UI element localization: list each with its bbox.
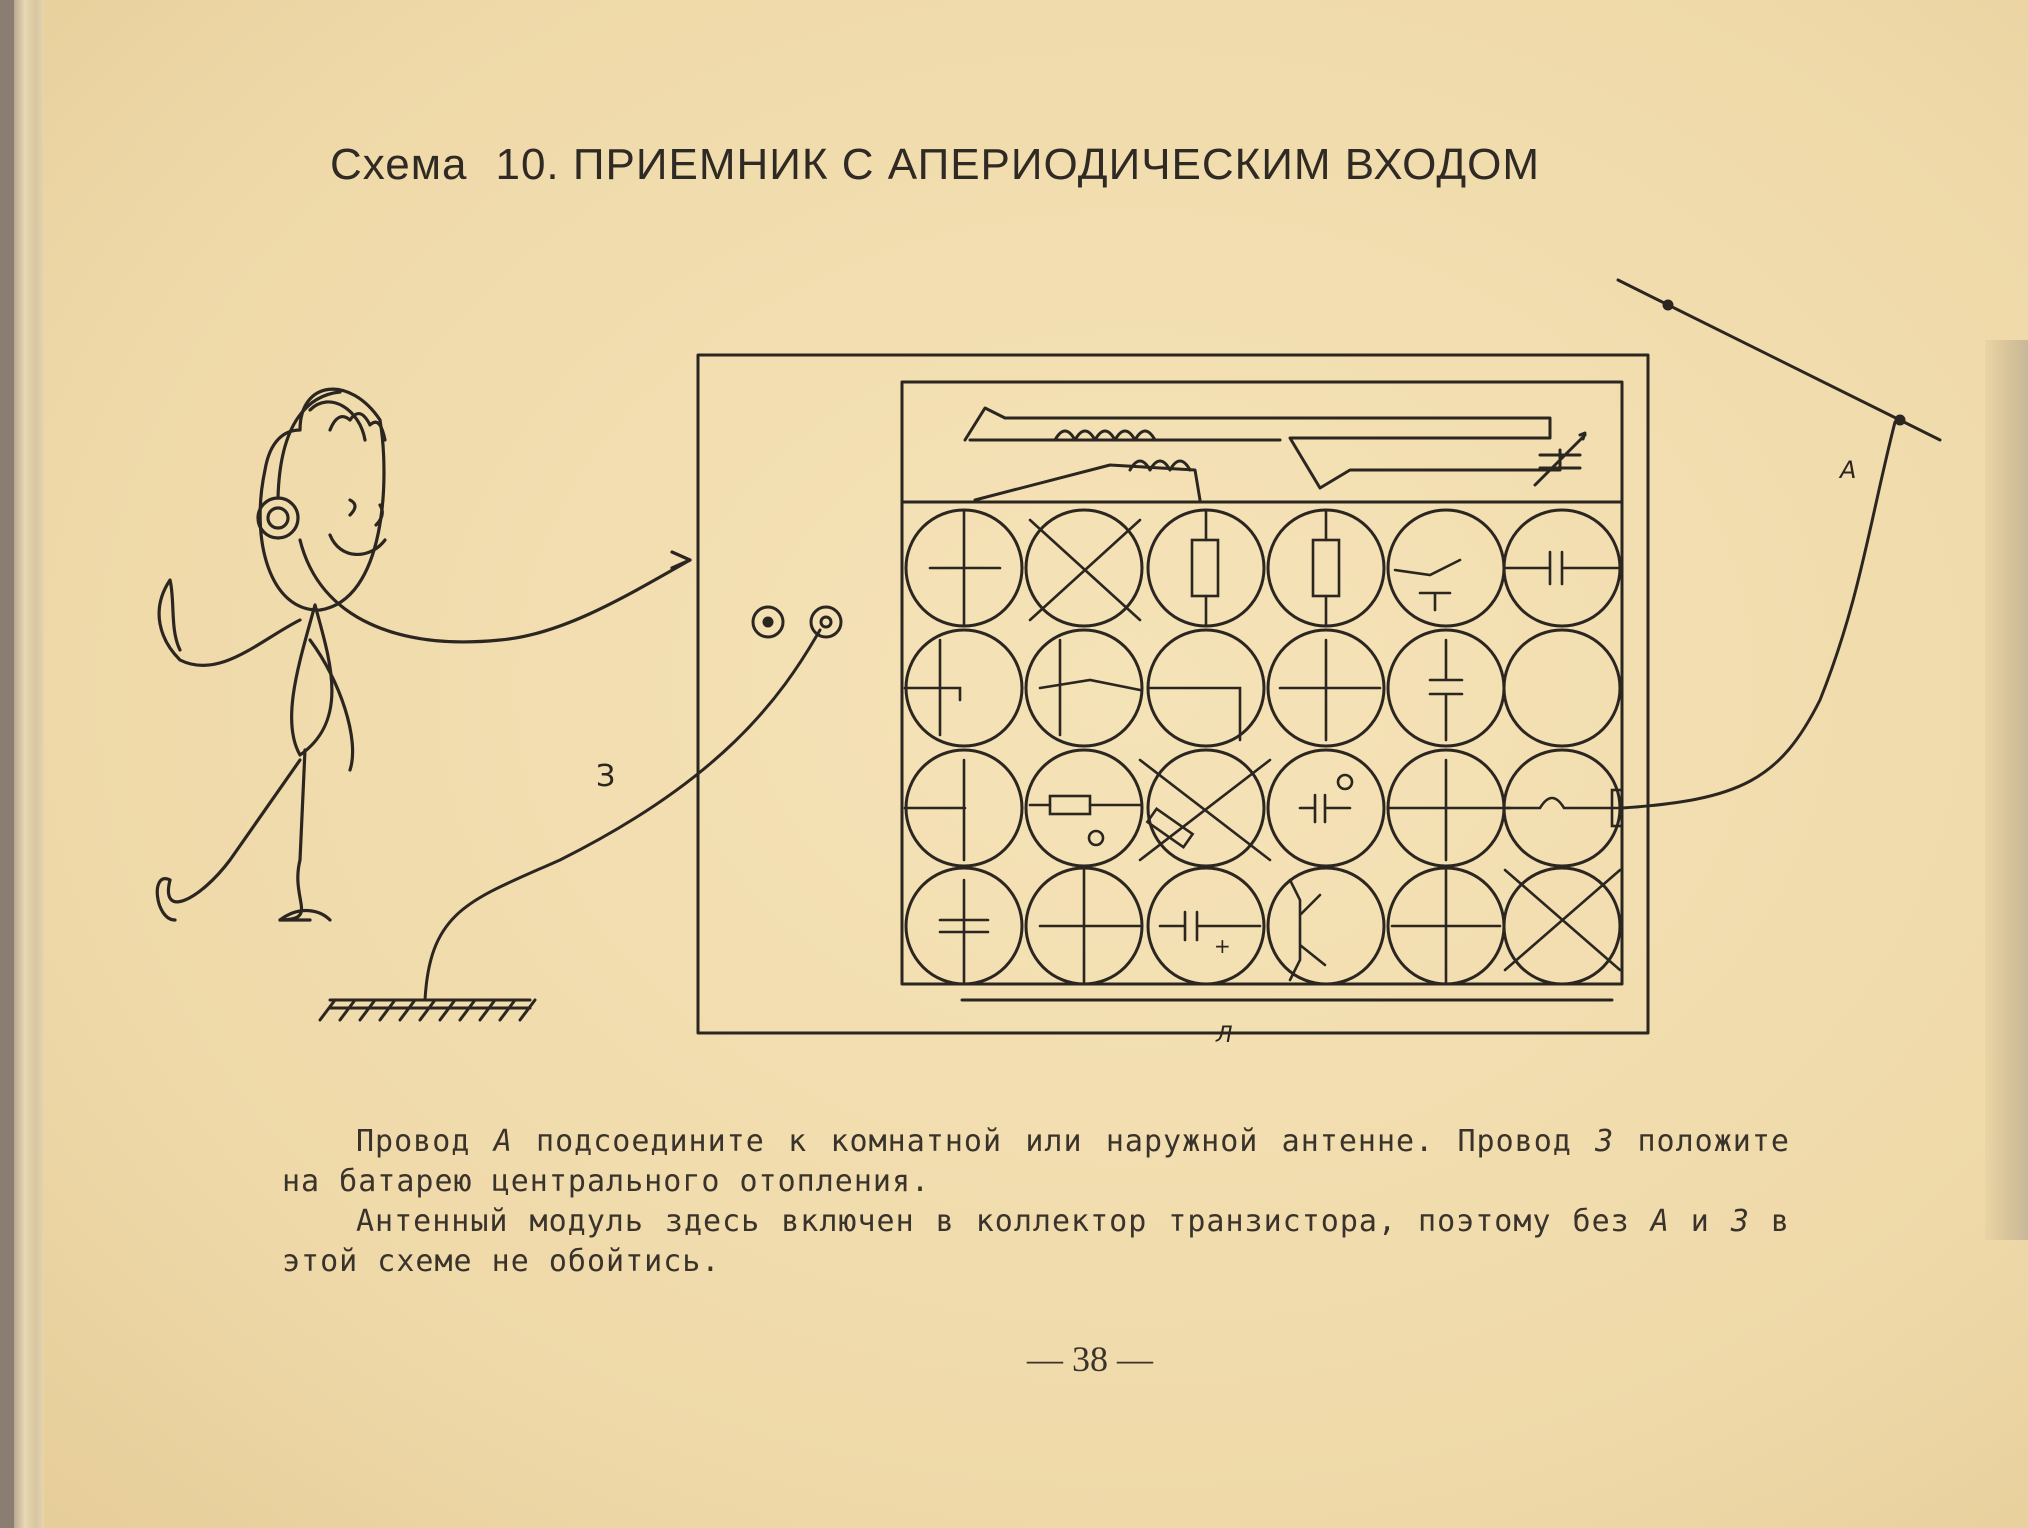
- boy-figure: [157, 389, 690, 920]
- label-ground-wire: З: [596, 759, 616, 794]
- caption-italic-z: З: [1595, 1124, 1615, 1159]
- caption-text-run: Антенный модуль здесь включен в коллектор транзистора, поэтому без: [356, 1204, 1651, 1239]
- caption-text: [282, 1122, 1790, 1282]
- caption-italic-a: А: [493, 1124, 513, 1159]
- label-plus: +: [1214, 934, 1231, 958]
- label-antenna-wire: А: [1840, 456, 1857, 484]
- caption-text-run: положите на батарею центрального отопления.: [282, 1124, 1790, 1199]
- caption-paragraph-1: [282, 1122, 1790, 1202]
- caption-italic-z: З: [1730, 1204, 1750, 1239]
- title-lead: Схема: [330, 140, 468, 189]
- caption-italic-a: А: [1650, 1204, 1670, 1239]
- caption-text-run: подсоедините к комнатной или наружной антенне. Провод: [512, 1124, 1596, 1159]
- page-number: — 38 —: [1027, 1339, 1153, 1379]
- caption-paragraph-2: [282, 1202, 1790, 1282]
- caption-text-run: в этой схеме не обойтись.: [282, 1204, 1790, 1279]
- label-l-bottom: Л: [1216, 1023, 1233, 1048]
- caption-text-run: Провод: [356, 1124, 494, 1159]
- caption-text-run: и: [1669, 1204, 1731, 1239]
- module-grid: [906, 510, 1620, 984]
- title-heading: 10. ПРИЕМНИК С АПЕРИОДИЧЕСКИМ ВХОДОМ: [495, 140, 1541, 189]
